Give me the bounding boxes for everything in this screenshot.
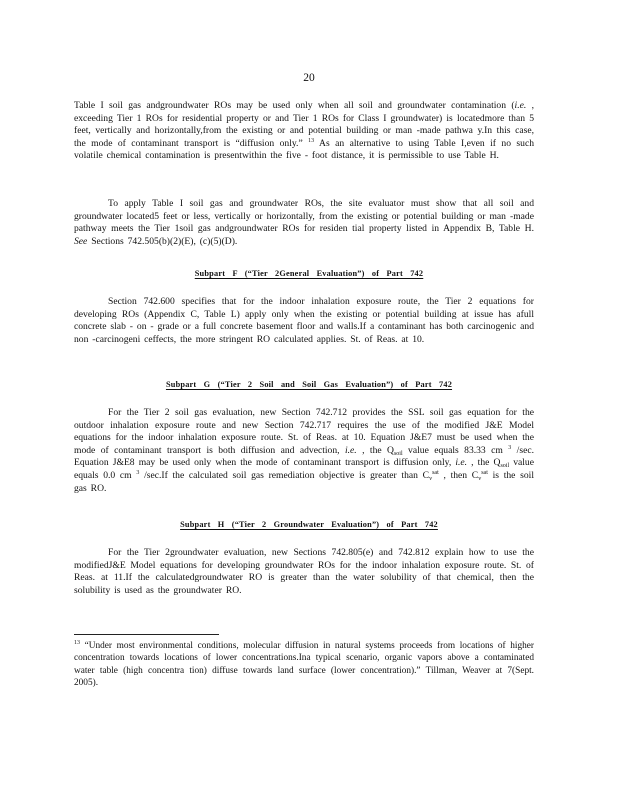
text-run: , the Q (356, 444, 394, 456)
ie-abbrev: i.e. (344, 444, 357, 456)
ie-abbrev: i.e. (455, 457, 468, 469)
footnote-13 (74, 640, 534, 690)
text-run: , exceeding Tier 1 ROs for residential property or and Tier 1 ROs for Class I groundwater) is locatedmore than 5 feet, vertically and horizontally,from the existing or and potential building or man -made pathwa y.In this case, the mode of contaminant transport is “diffusion only.” (74, 100, 534, 149)
heading-subpart-g (0, 380, 618, 389)
paragraph-section-742-600: Section 742.600 specifies that for the indoor inhalation exposure route, the Tier 2 equations for developing ROs (Appendix C, Table L) apply only when the existing or potential building at issue has afull concrete slab - on - grade or a full concrete basement floor and walls.If a contaminant has both carcinogenic and non -carcinogeni ceffects, the more stringent RO calculated applies. St. of Reas. at 10. (74, 296, 534, 345)
text-run: value equals 83.33 cm (402, 444, 509, 456)
heading-text: Subpart H (“Tier 2 Groundwater Evaluation”) of Part 742 (180, 520, 438, 529)
footnote-number: 13 (74, 640, 80, 646)
footnote-separator (74, 634, 219, 635)
text-run: /sec. Equation J&E8 may be used only when the mode of contaminant transport is diffusion only, (74, 444, 534, 469)
page-number: 20 (303, 72, 315, 84)
paragraph-tier2-groundwater: For the Tier 2groundwater evaluation, new Sections 742.805(e) and 742.812 explain how to use the modifiedJ&E Model equations for developing groundwater ROs for the indoor inhalation exposure route. St. of Reas. at 11.If the calculatedgroundwater RO is greater than the water solubility of that chemical, then the solubility is used as the groundwater RO. (74, 547, 534, 596)
text-run: , the Q (467, 457, 501, 469)
text-run: value equals 0.0 cm (74, 457, 534, 481)
paragraph-tier2-soil-gas (74, 407, 534, 495)
superscript: 3 (508, 444, 512, 451)
heading-subpart-f (0, 269, 618, 278)
text-run: is the soil gas RO. (74, 469, 534, 494)
subscript: soil (393, 450, 403, 457)
paragraph-table-i-usage (74, 100, 534, 163)
heading-text: Subpart F (“Tier 2General Evaluation”) of Part 742 (194, 269, 424, 278)
superscript: 3 (136, 469, 140, 476)
heading-subpart-h (0, 520, 618, 529)
ie-abbrev: i.e. (514, 100, 527, 111)
text-run: , then C (438, 469, 479, 481)
text-run: /sec.If the calculated soil gas remediation objective is greater than C (139, 469, 430, 481)
text-run: Sections 742.505(b)(2)(E), (c)(5)(D). (87, 235, 238, 247)
footnote-reference: 13 (308, 137, 315, 144)
paragraph-apply-table-i (74, 198, 534, 248)
subscript: soil (500, 463, 510, 470)
subscript: v (429, 475, 433, 482)
text-run: As an alternative to using Table I,even if no such volatile chemical contamination is presentwithin the five - foot distance, it is permissible to use Table H. (74, 137, 535, 162)
superscript: sat (481, 469, 488, 476)
text-run: To apply Table I soil gas and groundwater ROs, the site evaluator must show that all soil and groundwater located5 feet or less, vertically or horizontally, from the existing or potential building or man -made pathway meets the Tier 1soil gas andgroundwater ROs for residen tial property listed in Appendix B, Table H. (74, 198, 534, 235)
see-signal: See (74, 235, 88, 247)
superscript: sat (432, 469, 439, 476)
subscript: v (478, 475, 482, 482)
footnote-text: “Under most environmental conditions, molecular diffusion in natural systems proceeds from locations of higher concentration towards locations of lower concentrations.Ina typical scenario, organic vapors above a contaminated water table (high concentra tion) diffuse towards land surface (lower concentration).” Tillman, Weaver at 7(Sept. 2005). (74, 641, 534, 689)
text-run: Table I soil gas andgroundwater ROs may be used only when all soil and groundwater contamination ( (74, 100, 515, 111)
text-run: For the Tier 2 soil gas evaluation, new Section 742.712 provides the SSL soil gas equation for the outdoor inhalation exposure route and new Section 742.717 requires the use of the modified J&E Model equations for the indoor inhalation exposure route. St. of Reas. at 10. Equation J&E7 must be used when the mode of contaminant transport is both diffusion and advection, (74, 407, 534, 456)
heading-text: Subpart G (“Tier 2 Soil and Soil Gas Evaluation”) of Part 742 (165, 380, 453, 389)
